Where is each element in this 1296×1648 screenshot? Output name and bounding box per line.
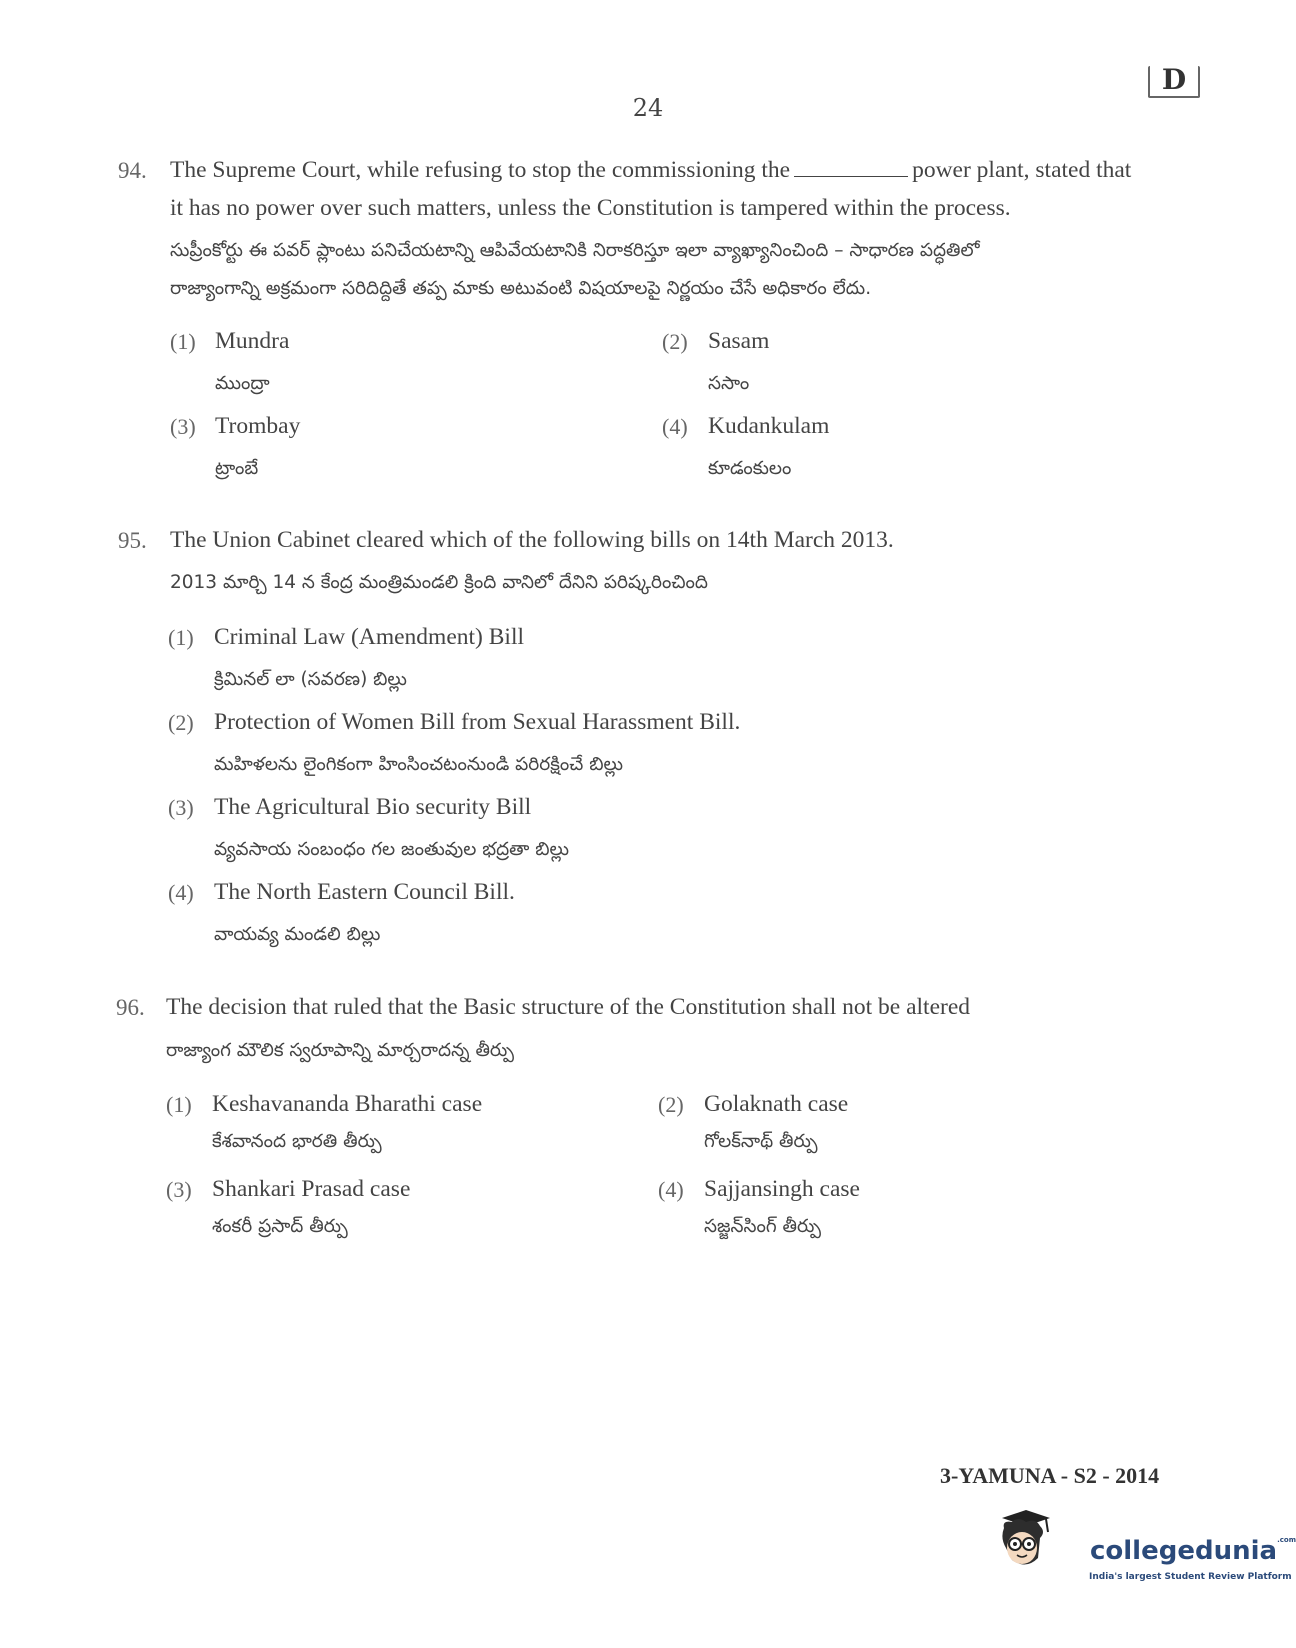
option-text-te: గోలక్‌నాథ్ తీర్పు bbox=[704, 1131, 818, 1152]
option-number: (3) bbox=[166, 1177, 192, 1202]
option-text-te: కేశవానంద భారతి తీర్పు bbox=[212, 1131, 382, 1152]
option-text-en: Sasam bbox=[708, 328, 770, 354]
question-text-te-line1: సుప్రీంకోర్టు ఈ పవర్ ప్లాంటు పనిచేయటాన్ని ఆపివేయటానికి నిరాకరిస్తూ ఇలా వ్యాఖ్యానించింది – సాధారణ పద్ధతిలో bbox=[170, 240, 980, 261]
option-text-en: Kudankulam bbox=[708, 413, 830, 439]
answer-blank bbox=[794, 158, 908, 177]
option-text-en: Keshavananda Bharathi case bbox=[212, 1091, 483, 1117]
option-number: (3) bbox=[170, 414, 196, 439]
option-text-te: సజ్జన్‌సింగ్ తీర్పు bbox=[704, 1216, 822, 1237]
question-text-te: 2013 మార్చి 14 న కేంద్ర మంత్రిమండలి క్రింది వానిలో దేనిని పరిష్కరించింది bbox=[170, 572, 708, 593]
option-number: (3) bbox=[168, 795, 194, 820]
collegedunia-mascot-icon bbox=[988, 1508, 1088, 1578]
option-number: (4) bbox=[168, 880, 194, 905]
option-text-en: The Agricultural Bio security Bill bbox=[214, 794, 532, 820]
option-text-te: క్రిమినల్ లా (సవరణ) బిల్లు bbox=[214, 669, 407, 690]
logo-tagline: India's largest Student Review Platform bbox=[1089, 1572, 1292, 1582]
booklet-code: D bbox=[1148, 66, 1200, 98]
question-text-en-line2: it has no power over such matters, unless the Constitution is tampered within the process. bbox=[170, 195, 1011, 221]
option-text-en: The North Eastern Council Bill. bbox=[214, 879, 515, 905]
option-text-te: మహిళలను లైంగికంగా హింసించటంనుండి పరిరక్షించే బిల్లు bbox=[214, 754, 624, 775]
option-number: (4) bbox=[662, 414, 688, 439]
question-text-en-line1: The Supreme Court, while refusing to stop the commissioning the power plant, stated that bbox=[170, 157, 1132, 183]
option-text-te: ససాం bbox=[708, 373, 750, 394]
question-number: 96. bbox=[116, 995, 145, 1020]
question-text-en: The Union Cabinet cleared which of the following bills on 14th March 2013. bbox=[170, 527, 894, 553]
option-number: (4) bbox=[658, 1177, 684, 1202]
option-text-en: Trombay bbox=[215, 413, 301, 439]
option-text-en: Mundra bbox=[215, 328, 290, 354]
option-text-en: Golaknath case bbox=[704, 1091, 849, 1117]
question-text-te-line2: రాజ్యాంగాన్ని అక్రమంగా సరిదిద్దితే తప్ప మాకు అటువంటి విషయాలపై నిర్ణయం చేసే అధికారం లేదు. bbox=[170, 278, 872, 299]
option-number: (1) bbox=[168, 625, 194, 650]
option-text-te: వ్యవసాయ సంబంధం గల జంతువుల భద్రతా బిల్లు bbox=[214, 839, 570, 860]
option-number: (2) bbox=[658, 1092, 684, 1117]
option-text-te: ట్రాంబే bbox=[215, 458, 259, 479]
option-number: (1) bbox=[166, 1092, 192, 1117]
option-text-te: వాయవ్య మండలి బిల్లు bbox=[214, 924, 381, 945]
question-text-te: రాజ్యాంగ మౌలిక స్వరూపాన్ని మార్చరాదన్న తీర్పు bbox=[166, 1040, 514, 1061]
option-number: (2) bbox=[662, 329, 688, 354]
option-text-en: Criminal Law (Amendment) Bill bbox=[214, 624, 525, 650]
page-number: 24 bbox=[632, 94, 664, 122]
option-text-en: Sajjansingh case bbox=[704, 1176, 860, 1202]
question-text-en: The decision that ruled that the Basic structure of the Constitution shall not be altered bbox=[166, 994, 971, 1020]
option-text-te: శంకరీ ప్రసాద్ తీర్పు bbox=[212, 1216, 348, 1237]
option-number: (2) bbox=[168, 710, 194, 735]
option-text-en: Shankari Prasad case bbox=[212, 1176, 411, 1202]
question-number: 95. bbox=[118, 528, 147, 553]
option-text-te: ముంద్రా bbox=[215, 373, 270, 394]
option-text-en: Protection of Women Bill from Sexual Harassment Bill. bbox=[214, 709, 741, 735]
logo-wordmark: collegedunia$^{.com}$ bbox=[1090, 1536, 1296, 1566]
paper-code: 3-YAMUNA - S2 - 2014 bbox=[940, 1463, 1160, 1488]
option-text-te: కూడంకులం bbox=[708, 458, 792, 479]
option-number: (1) bbox=[170, 329, 196, 354]
question-number: 94. bbox=[118, 158, 147, 183]
